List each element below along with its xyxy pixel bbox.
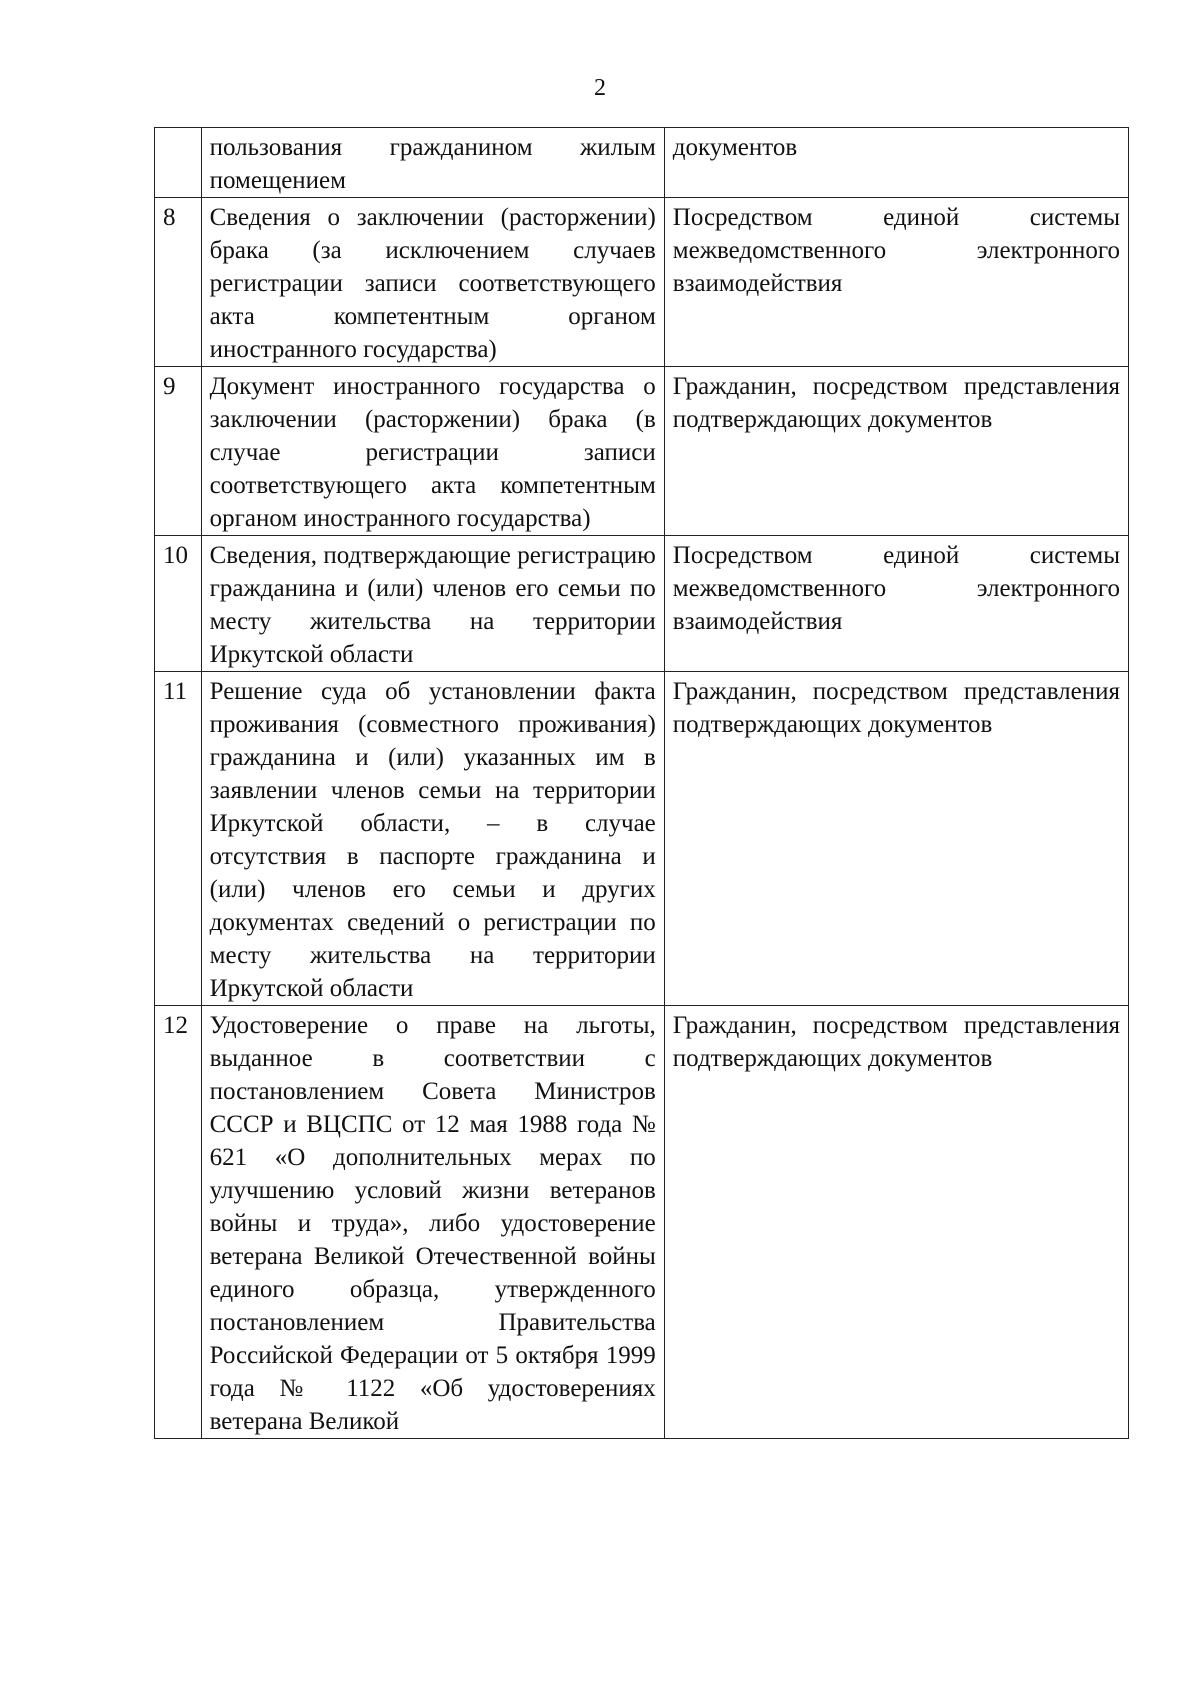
document-name-cell: Сведения о заключении (расторжении) брака (за исключением случаев регистрации записи соответствующего акта компетентным органом иностранного государства) — [201, 198, 664, 367]
table-row — [155, 1006, 1129, 1439]
row-number: 9 — [155, 367, 202, 536]
document-name-cell: Удостоверение о праве на льготы, выданное в соответствии с постановлением Совета Министров СССР и ВЦСПС от 12 мая 1988 года № 621 «О дополнительных мерах по улучшению условий жизни ветеранов войны и труда», либо удостоверение ветерана Великой Отечественной войны единого образца, утвержденного постановлением Правительства Российской Федерации от 5 октября 1999 года № 1122 «Об удостоверениях ветерана Великой — [201, 1006, 664, 1439]
submission-method-cell: Посредством единой системы межведомственного электронного взаимодействия — [664, 536, 1128, 672]
document-name-cell: Решение суда об установлении факта проживания (совместного проживания) гражданина и (или) указанных им в заявлении членов семьи на территории Иркутской области, – в случае отсутствия в паспорте гражданина и (или) членов его семьи и других документах сведений о регистрации по месту жительства на территории Иркутской области — [201, 672, 664, 1006]
row-number: 8 — [155, 198, 202, 367]
table-row — [155, 128, 1129, 198]
row-number: 12 — [155, 1006, 202, 1439]
table-row — [155, 198, 1129, 367]
table-row — [155, 536, 1129, 672]
table-row — [155, 367, 1129, 536]
document-name-cell: Документ иностранного государства о заключении (расторжении) брака (в случае регистрации записи соответствующего акта компетентным органом иностранного государства) — [201, 367, 664, 536]
documents-table — [154, 127, 1129, 1439]
row-number — [155, 128, 202, 198]
table-row — [155, 672, 1129, 1006]
page-number: 2 — [594, 75, 606, 101]
document-name-cell: Сведения, подтверждающие регистрацию гражданина и (или) членов его семьи по месту жительства на территории Иркутской области — [201, 536, 664, 672]
submission-method-cell: Гражданин, посредством представления подтверждающих документов — [664, 672, 1128, 1006]
submission-method-cell: Посредством единой системы межведомственного электронного взаимодействия — [664, 198, 1128, 367]
row-number: 11 — [155, 672, 202, 1006]
submission-method-cell: Гражданин, посредством представления подтверждающих документов — [664, 367, 1128, 536]
submission-method-cell: документов — [664, 128, 1128, 198]
row-number: 10 — [155, 536, 202, 672]
document-name-cell: пользования гражданином жилым помещением — [201, 128, 664, 198]
submission-method-cell: Гражданин, посредством представления подтверждающих документов — [664, 1006, 1128, 1439]
